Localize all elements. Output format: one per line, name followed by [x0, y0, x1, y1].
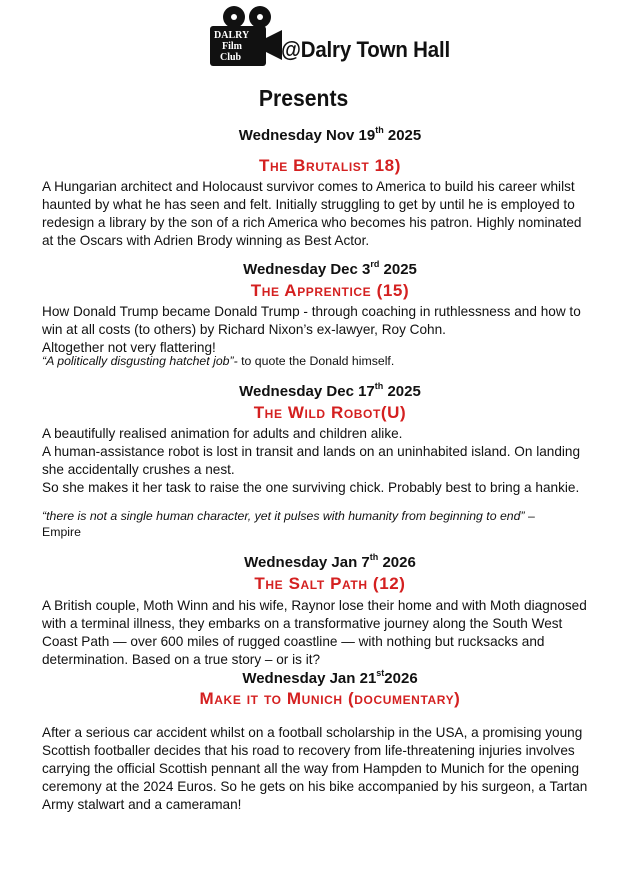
- event-4-date: Wednesday Jan 7th 2026: [244, 552, 416, 571]
- event-1-title: The Brutalist 18): [259, 156, 401, 175]
- event-5-title: Make it to Munich (documentary): [199, 689, 461, 708]
- event-2-quote: “A politically disgusting hatchet job”- to quote the Donald himself.: [42, 354, 395, 368]
- event-1-date: Wednesday Nov 19th 2025: [238, 125, 422, 144]
- logo-text-dalry: DALRY: [214, 30, 250, 41]
- film-camera-icon: [204, 4, 284, 68]
- event-5-description: After a serious car accident whilst on a football scholarship in the USA, a promising young Scottish footballer decides that his road to recovery from life-threatening injuries involves carrying the official Scottish pennant all the way from Hampden to Munich for the opening ceremony at the 2024 Euros. So he gets on his bike accompanied by his surgeon, a Tartan Army stalwart and a cameraman!: [42, 725, 588, 812]
- event-3-date: Wednesday Dec 17th 2025: [239, 381, 421, 400]
- event-4-description: A British couple, Moth Winn and his wife, Raynor lose their home and with Moth diagnosed with a terminal illness, they embarks on a transformative journey along the South West Coast Path — over 600 miles of rugged coastline — with nothing but rucksacks and determination. Based on a true story – or is it?: [42, 598, 587, 667]
- venue-heading: @Dalry Town Hall: [281, 37, 450, 62]
- event-5-date: Wednesday Jan 21st2026: [242, 668, 418, 687]
- event-2-description: How Donald Trump became Donald Trump - through coaching in ruthlessness and how to win at all costs (to others) by Richard Nixon’s ex-lawyer, Roy Cohn. Altogether not very flattering!: [42, 304, 581, 355]
- event-4-title: The Salt Path (12): [254, 574, 406, 593]
- logo-text-film: Film: [222, 41, 242, 52]
- event-2-date: Wednesday Dec 3rd 2025: [243, 259, 417, 278]
- event-2-title: The Apprentice (15): [250, 281, 410, 300]
- event-3-title: The Wild Robot(U): [253, 403, 407, 422]
- event-3-description: A beautifully realised animation for adults and children alike. A human-assistance robot is lost in transit and lands on an uninhabited island. On landing she accidentally crushes a nest. So she makes it her task to raise the one surviving chick. Probably best to bring a hankie.: [42, 426, 581, 495]
- event-1-description: A Hungarian architect and Holocaust survivor comes to America to build his career whilst haunted by what he has seen and felt. Initially struggling to get by until he is employed to redesign a library by the son of a rich America who becomes his patron. Highly nominated at the Oscars with Adrien Brody winning as Best Actor.: [42, 179, 582, 248]
- event-3-quote: “there is not a single human character, yet it pulses with humanity from beginning to end” – Empire: [42, 509, 535, 539]
- presents-heading: Presents: [258, 85, 349, 111]
- logo-text-club: Club: [220, 52, 242, 63]
